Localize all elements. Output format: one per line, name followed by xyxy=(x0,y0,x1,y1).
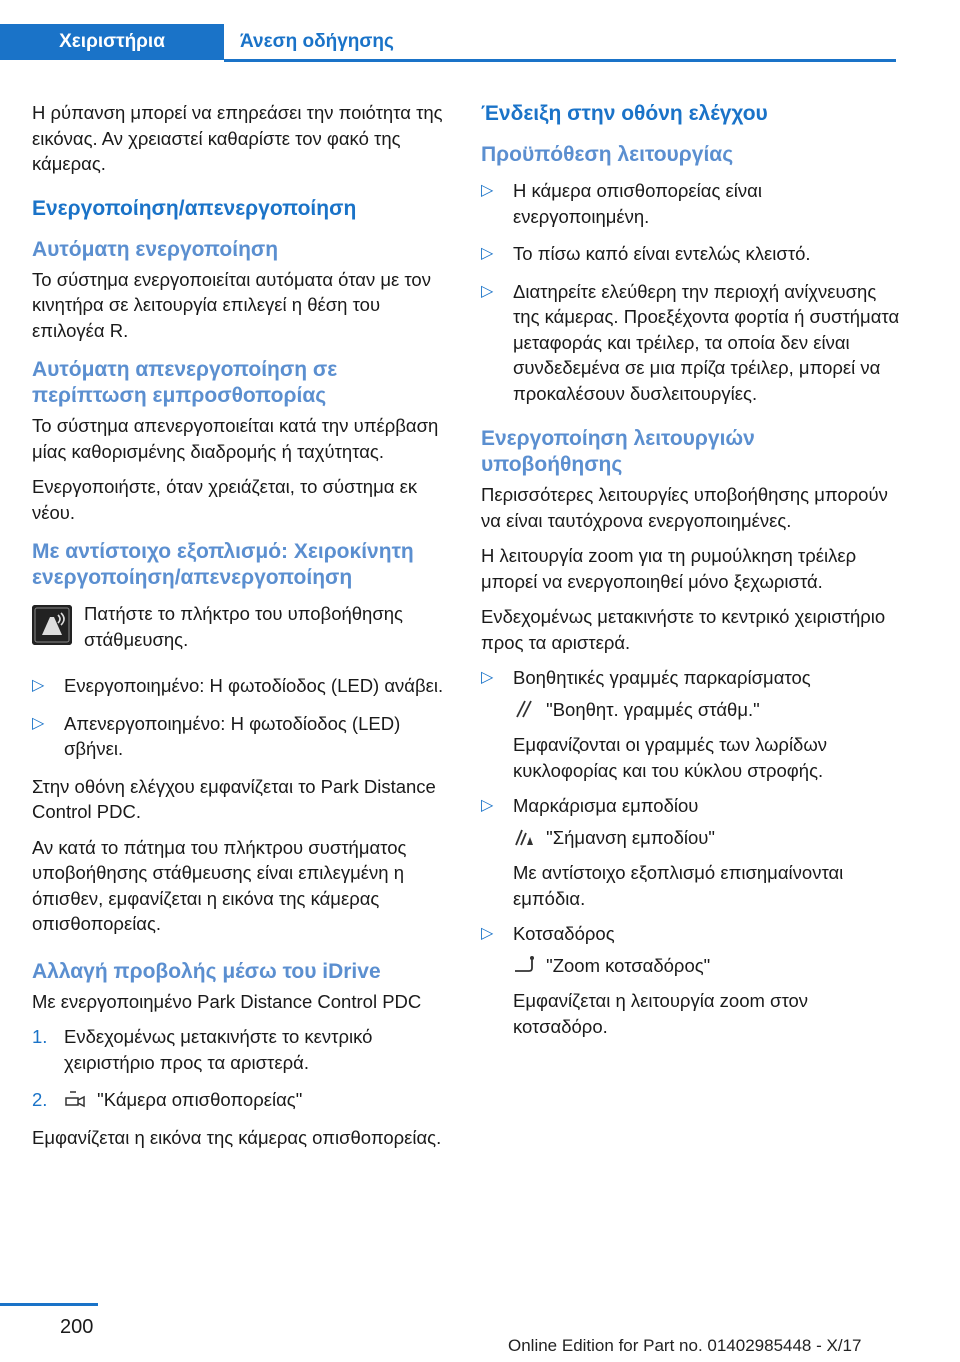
heading-display: Ένδειξη στην οθόνη ελέγχου xyxy=(481,102,768,125)
bullet-text: Διατηρείτε ελεύθερη την περιοχή ανίχνευσης της κάμερας. Προεξέχοντα φορτία ή συστήματα μεταφοράς και τρέιλερ, τα οποία δεν είναι συνδεδεμένα σε μια πρίζα τρέιλερ, μπορεί να προκαλέσουν δυσλειτουργίες. xyxy=(513,280,900,404)
tab-driving-comfort[interactable]: Άνεση οδήγησης xyxy=(240,31,394,52)
list-item xyxy=(481,279,901,407)
menu-item-obstacle-marking: "Σήμανση εμποδίου" xyxy=(481,825,901,851)
heading-auto-off: Αυτόματη απενεργοποίηση σε περίπτωση εμπροσθοπορίας xyxy=(32,358,338,407)
idrive-text: Με ενεργοποιημένο Park Distance Control PDC xyxy=(32,990,422,1012)
obstacle-marking-icon xyxy=(513,827,535,847)
bullet-text: Το πίσω καπό είναι εντελώς κλειστό. xyxy=(513,243,811,264)
obstacle-marking-desc: Με αντίστοιχο εξοπλισμό επισημαίνονται εμπόδια. xyxy=(513,862,844,909)
step-text: "Κάμερα οπισθοπορείας" xyxy=(97,1089,303,1110)
list-item xyxy=(481,665,901,691)
list-item xyxy=(481,178,901,229)
step-number: 2. xyxy=(32,1089,48,1110)
page-number: 200 xyxy=(60,1316,94,1338)
triangle-bullet-icon: ▷ xyxy=(481,925,494,942)
menu-item-hitch-zoom: "Zoom κοτσαδόρος" xyxy=(481,953,901,979)
auto-on-text: Το σύστημα ενεργοποιείται αυτόματα όταν με τον κινητήρα σε λειτουργία επιλεγεί η θέση του επιλογέα R. xyxy=(32,268,431,341)
auto-off-text: Το σύστημα απενεργοποιείται κατά την υπέρβαση μίας καθορισμένης διαδρομής ή ταχύτητας. xyxy=(32,415,439,462)
heading-precondition: Προϋπόθεση λειτουργίας xyxy=(481,143,734,166)
triangle-bullet-icon: ▷ xyxy=(32,714,45,732)
assist-text-2: Η λειτουργία zoom για τη ρυμούλκηση τρέιλερ μπορεί να ενεργοποιηθεί μόνο ξεχωριστά. xyxy=(481,545,857,592)
step-number: 1. xyxy=(32,1026,48,1047)
heading-activation: Ενεργοποίηση/απενεργοποίηση xyxy=(32,196,357,220)
triangle-bullet-icon: ▷ xyxy=(481,245,494,262)
bullet-text: Η κάμερα οπισθοπορείας είναι ενεργοποιημένη. xyxy=(513,180,762,227)
step-item xyxy=(32,1087,452,1113)
edition-note: Online Edition for Part no. 01402985448 - X/17 xyxy=(508,1336,862,1355)
tab-controls[interactable]: Χειριστήρια xyxy=(0,24,224,60)
assist-text: Περισσότερες λειτουργίες υποβοήθησης μπορούν να είναι ταυτόχρονα ενεργοποιημένες. xyxy=(481,484,888,531)
bullet-text: Κοτσαδόρος xyxy=(513,923,615,944)
pdc-text-2: Αν κατά το πάτημα του πλήκτρου συστήματος υποβοήθησης στάθμευσης είναι επιλεγμένη η όπισθεν, εμφανίζεται η εικόνα της κάμερας οπισθοπορείας. xyxy=(32,836,407,934)
assist-text-3: Ενδεχομένως μετακινήστε το κεντρικό χειριστήριο προς τα αριστερά. xyxy=(481,606,886,653)
parking-lines-desc: Εμφανίζονται οι γραμμές των λωρίδων κυκλοφορίας και του κύκλου στροφής. xyxy=(513,734,828,781)
bullet-text: Μαρκάρισμα εμποδίου xyxy=(513,795,699,816)
triangle-bullet-icon: ▷ xyxy=(481,797,494,814)
step-item xyxy=(32,1024,452,1075)
right-column xyxy=(481,100,901,1049)
pdc-text: Στην οθόνη ελέγχου εμφανίζεται το Park Distance Control PDC. xyxy=(32,775,436,822)
triangle-bullet-icon: ▷ xyxy=(481,282,494,300)
step-text: Ενδεχομένως μετακινήστε το κεντρικό χειριστήριο προς τα αριστερά. xyxy=(64,1026,373,1073)
left-column xyxy=(32,100,452,1160)
bullet-text: Βοηθητικές γραμμές παρκαρίσματος xyxy=(513,667,811,688)
menu-item-parking-lines: "Βοηθητ. γραμμές στάθμ." xyxy=(481,697,901,723)
park-assist-button-icon xyxy=(32,605,72,645)
list-item xyxy=(481,241,901,267)
header-rule xyxy=(224,59,896,62)
auto-off-text-2: Ενεργοποιήστε, όταν χρειάζεται, το σύστημα εκ νέου. xyxy=(32,476,418,523)
list-item xyxy=(481,793,901,819)
manual-text: Πατήστε το πλήκτρο του υποβοήθησης στάθμευσης. xyxy=(84,603,403,650)
bullet-text: Απενεργοποιημένο: Η φωτοδίοδος (LED) σβήνει. xyxy=(64,712,401,759)
bullet-text: Ενεργοποιημένο: Η φωτοδίοδος (LED) ανάβει. xyxy=(64,675,444,696)
list-item xyxy=(32,673,452,699)
hitch-zoom-desc: Εμφανίζεται η λειτουργία zoom στον κοτσαδόρο. xyxy=(513,990,809,1037)
rear-camera-icon xyxy=(64,1089,86,1109)
step2-result: Εμφανίζεται η εικόνα της κάμερας οπισθοπορείας. xyxy=(32,1126,442,1148)
triangle-bullet-icon: ▷ xyxy=(32,677,45,694)
heading-manual: Με αντίστοιχο εξοπλισμό: Χειροκίνητη ενεργοποίηση/απενεργοποίηση xyxy=(32,540,414,589)
parking-lines-icon xyxy=(513,699,535,719)
triangle-bullet-icon: ▷ xyxy=(481,182,494,199)
heading-idrive: Αλλαγή προβολής μέσω του iDrive xyxy=(32,959,381,983)
list-item xyxy=(32,711,452,762)
trailer-hitch-icon xyxy=(513,955,535,975)
heading-assist: Ενεργοποίηση λειτουργιών υποβοήθησης xyxy=(481,427,755,476)
triangle-bullet-icon: ▷ xyxy=(481,669,494,686)
list-item xyxy=(481,921,901,947)
footer-rule xyxy=(0,1303,98,1306)
manual-instruction xyxy=(32,601,452,653)
heading-auto-on: Αυτόματη ενεργοποίηση xyxy=(32,237,279,261)
intro-text: Η ρύπανση μπορεί να επηρεάσει την ποιότητα της εικόνας. Αν χρειαστεί καθαρίστε τον φακό της κάμερας. xyxy=(32,102,443,174)
page-header xyxy=(0,0,960,62)
